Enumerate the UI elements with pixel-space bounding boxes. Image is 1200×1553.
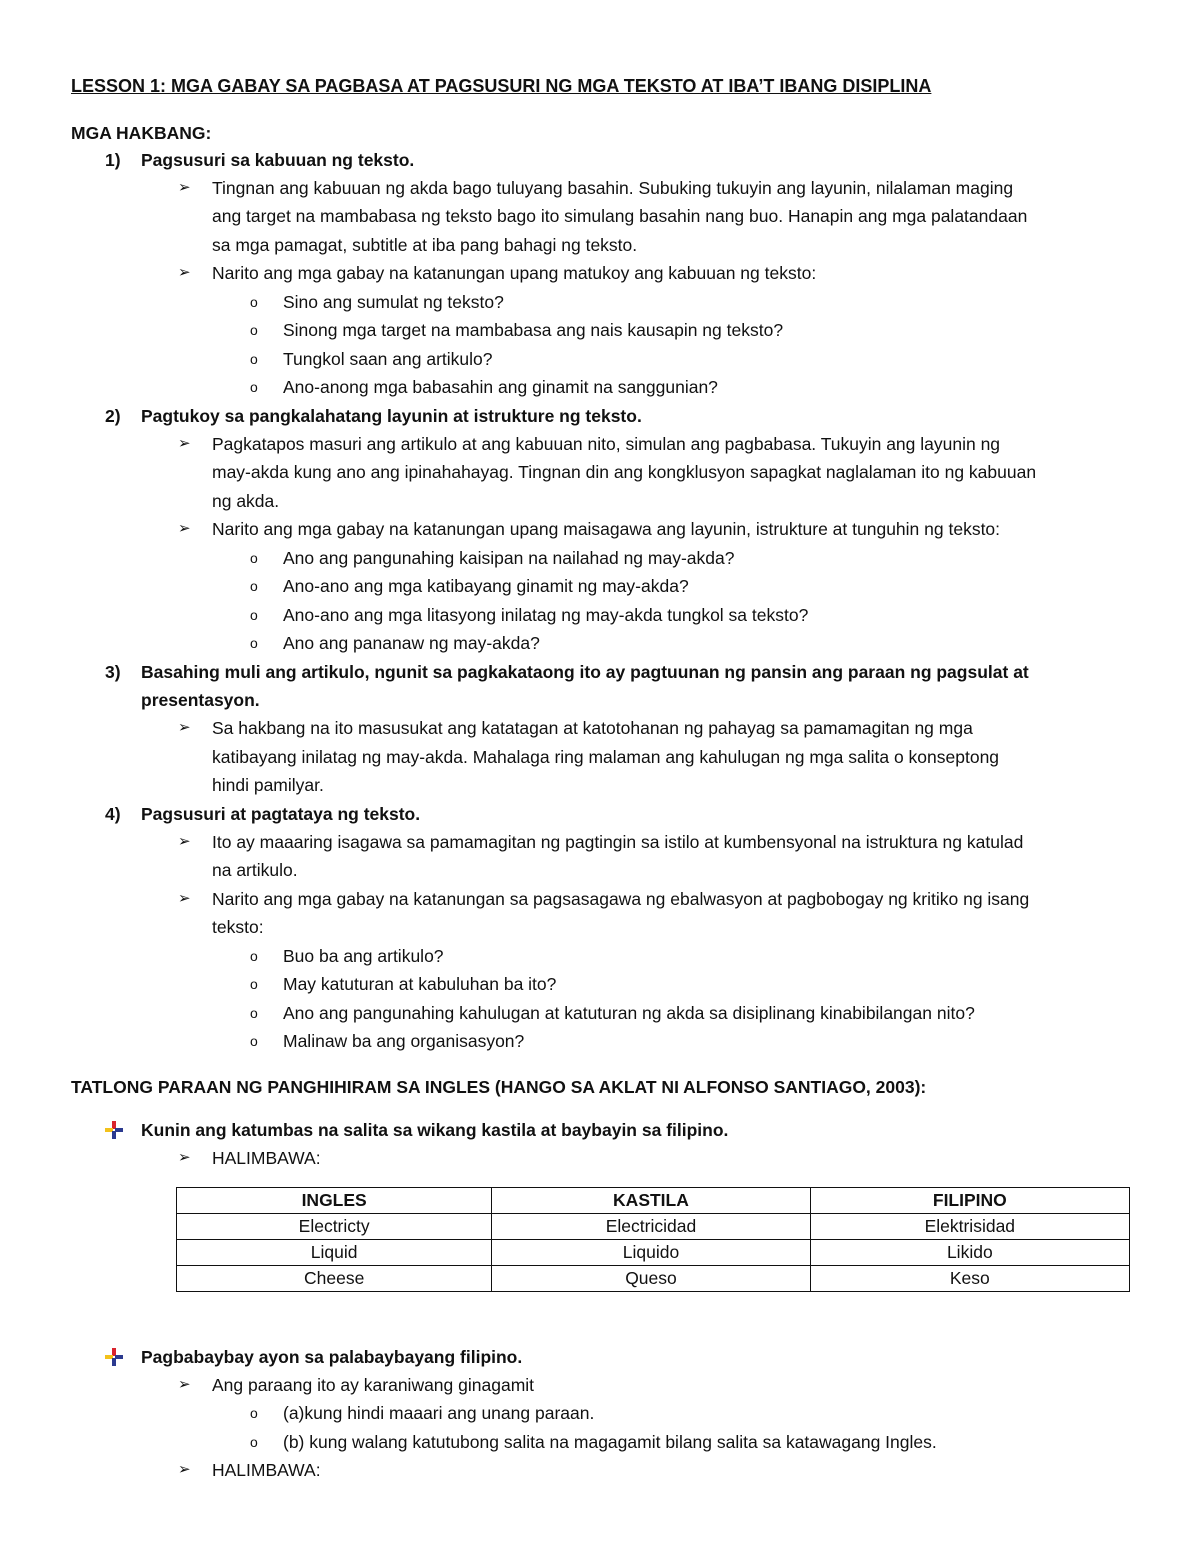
halimbawa-label: HALIMBAWA: xyxy=(212,1460,321,1480)
table-cell: Keso xyxy=(810,1266,1129,1292)
sub-bullet-text: May katuturan at kabuluhan ba ito? xyxy=(283,974,557,994)
bullet-text: may-akda kung ano ang ipinahahayag. Tingnan din ang kongklusyon sapagkat naglalaman ito ng kabuuan xyxy=(212,462,1037,482)
sub-bullet-text: Ano-anong mga babasahin ang ginamit na sanggunian? xyxy=(283,377,718,397)
table-cell: Elektrisidad xyxy=(810,1214,1129,1240)
sub-bullet-text: Buo ba ang artikulo? xyxy=(283,946,444,966)
arrow-bullet-icon: ➢ xyxy=(178,1376,191,1393)
arrow-bullet-icon: ➢ xyxy=(178,833,191,850)
circle-bullet-icon: o xyxy=(250,635,258,651)
table-cell: Liquid xyxy=(177,1240,492,1266)
table-header-cell: FILIPINO xyxy=(810,1188,1129,1214)
cross-left-arm xyxy=(105,1128,113,1132)
sub-bullet-text: Ano ang pangunahing kahulugan at katuturan ng akda sa disiplinang kinabibilangan nito? xyxy=(283,1003,975,1023)
cross-left-arm xyxy=(105,1355,113,1359)
arrow-bullet-icon: ➢ xyxy=(178,719,191,736)
bullet-text: Sa hakbang na ito masusukat ang katatagan at katotohanan ng pahayag sa pamamagitan ng mga xyxy=(212,718,973,738)
sub-bullet-text: (b) kung walang katutubong salita na magagamit bilang salita sa katawagang Ingles. xyxy=(283,1432,937,1452)
sub-bullet-text: Ano ang pananaw ng may-akda? xyxy=(283,633,540,653)
circle-bullet-icon: o xyxy=(250,1434,258,1450)
bullet-text: Narito ang mga gabay na katanungan upang matukoy ang kabuuan ng teksto: xyxy=(212,263,817,283)
arrow-bullet-icon: ➢ xyxy=(178,520,191,537)
bullet-text: teksto: xyxy=(212,917,264,937)
paraan-item-heading: Kunin ang katumbas na salita sa wikang kastila at baybayin sa filipino. xyxy=(141,1120,729,1140)
table-cell: Cheese xyxy=(177,1266,492,1292)
cross-right-arm xyxy=(115,1355,123,1359)
arrow-bullet-icon: ➢ xyxy=(178,264,191,281)
cross-top-arm xyxy=(112,1348,116,1356)
lesson-title: LESSON 1: MGA GABAY SA PAGBASA AT PAGSUSURI NG MGA TEKSTO AT IBA’T IBANG DISIPLINA xyxy=(71,76,932,96)
bullet-text: Narito ang mga gabay na katanungan upang maisagawa ang layunin, istrukture at tunguhin ng teksto: xyxy=(212,519,1001,539)
bullet-text: sa mga pamagat, subtitle at iba pang bahagi ng teksto. xyxy=(212,235,638,255)
cross-bullet-icon xyxy=(104,1347,124,1367)
bullet-text: na artikulo. xyxy=(212,860,298,880)
bullet-text: Narito ang mga gabay na katanungan sa pagsasagawa ng ebalwasyon at pagbobogay ng kritiko ng isang xyxy=(212,889,1030,909)
sub-bullet-text: Sinong mga target na mambabasa ang nais kausapin ng teksto? xyxy=(283,320,784,340)
cross-top-arm xyxy=(112,1121,116,1129)
circle-bullet-icon: o xyxy=(250,1405,258,1421)
translation-table xyxy=(176,1187,1130,1292)
circle-bullet-icon: o xyxy=(250,1033,258,1049)
step-number: 3) xyxy=(105,662,121,682)
bullet-text: Tingnan ang kabuuan ng akda bago tuluyang basahin. Subuking tukuyin ang layunin, nilalaman maging xyxy=(212,178,1014,198)
step-heading: Pagsusuri sa kabuuan ng teksto. xyxy=(141,150,415,170)
bullet-text: Ang paraang ito ay karaniwang ginagamit xyxy=(212,1375,535,1395)
bullet-text: hindi pamilyar. xyxy=(212,775,324,795)
table-header-row xyxy=(177,1188,1130,1214)
table-cell: Electricidad xyxy=(492,1214,810,1240)
arrow-bullet-icon: ➢ xyxy=(178,435,191,452)
bullet-text: katibayang inilatag ng may-akda. Mahalaga ring malaman ang kahulugan ng mga salita o konseptong xyxy=(212,747,1000,767)
circle-bullet-icon: o xyxy=(250,322,258,338)
paraan-item-heading: Pagbabaybay ayon sa palabaybayang filipino. xyxy=(141,1347,523,1367)
arrow-bullet-icon: ➢ xyxy=(178,890,191,907)
step-number: 4) xyxy=(105,804,121,824)
bullet-text: ng akda. xyxy=(212,491,280,511)
circle-bullet-icon: o xyxy=(250,607,258,623)
table-header-cell: INGLES xyxy=(177,1188,492,1214)
table-cell: Likido xyxy=(810,1240,1129,1266)
circle-bullet-icon: o xyxy=(250,578,258,594)
cross-right-arm xyxy=(115,1128,123,1132)
bullet-text: Pagkatapos masuri ang artikulo at ang kabuuan nito, simulan ang pagbabasa. Tukuyin ang layunin ng xyxy=(212,434,1001,454)
table-row xyxy=(177,1240,1130,1266)
table-cell: Liquido xyxy=(492,1240,810,1266)
bullet-text: Ito ay maaaring isagawa sa pamamagitan ng pagtingin sa istilo at kumbensyonal na istruktura ng katulad xyxy=(212,832,1024,852)
circle-bullet-icon: o xyxy=(250,550,258,566)
table-cell: Electricty xyxy=(177,1214,492,1240)
arrow-bullet-icon: ➢ xyxy=(178,1149,191,1166)
halimbawa-label: HALIMBAWA: xyxy=(212,1148,321,1168)
sub-bullet-text: Malinaw ba ang organisasyon? xyxy=(283,1031,525,1051)
sub-bullet-text: Sino ang sumulat ng teksto? xyxy=(283,292,504,312)
sub-bullet-text: Tungkol saan ang artikulo? xyxy=(283,349,493,369)
cross-bullet-icon xyxy=(104,1120,124,1140)
hakbang-heading: MGA HAKBANG: xyxy=(71,123,212,143)
circle-bullet-icon: o xyxy=(250,294,258,310)
sub-bullet-text: Ano ang pangunahing kaisipan na nailahad ng may-akda? xyxy=(283,548,735,568)
sub-bullet-text: Ano-ano ang mga litasyong inilatag ng may-akda tungkol sa teksto? xyxy=(283,605,809,625)
circle-bullet-icon: o xyxy=(250,379,258,395)
circle-bullet-icon: o xyxy=(250,948,258,964)
paraan-heading: TATLONG PARAAN NG PANGHIHIRAM SA INGLES (HANGO SA AKLAT NI ALFONSO SANTIAGO, 2003): xyxy=(71,1077,927,1097)
arrow-bullet-icon: ➢ xyxy=(178,179,191,196)
step-heading: presentasyon. xyxy=(141,690,260,710)
step-number: 1) xyxy=(105,150,121,170)
step-heading: Basahing muli ang artikulo, ngunit sa pagkakataong ito ay pagtuunan ng pansin ang paraan ng pagsulat at xyxy=(141,662,1029,682)
circle-bullet-icon: o xyxy=(250,1005,258,1021)
sub-bullet-text: (a)kung hindi maaari ang unang paraan. xyxy=(283,1403,595,1423)
table-header-cell: KASTILA xyxy=(492,1188,810,1214)
sub-bullet-text: Ano-ano ang mga katibayang ginamit ng may-akda? xyxy=(283,576,689,596)
step-number: 2) xyxy=(105,406,121,426)
step-heading: Pagsusuri at pagtataya ng teksto. xyxy=(141,804,421,824)
table-row xyxy=(177,1266,1130,1292)
circle-bullet-icon: o xyxy=(250,351,258,367)
cross-bottom-arm xyxy=(112,1131,116,1139)
table-cell: Queso xyxy=(492,1266,810,1292)
step-heading: Pagtukoy sa pangkalahatang layunin at istrukture ng teksto. xyxy=(141,406,642,426)
bullet-text: ang target na mambabasa ng teksto bago ito simulang basahin nang buo. Hanapin ang mga palatandaan xyxy=(212,206,1028,226)
cross-bottom-arm xyxy=(112,1358,116,1366)
circle-bullet-icon: o xyxy=(250,976,258,992)
table-row xyxy=(177,1214,1130,1240)
arrow-bullet-icon: ➢ xyxy=(178,1461,191,1478)
